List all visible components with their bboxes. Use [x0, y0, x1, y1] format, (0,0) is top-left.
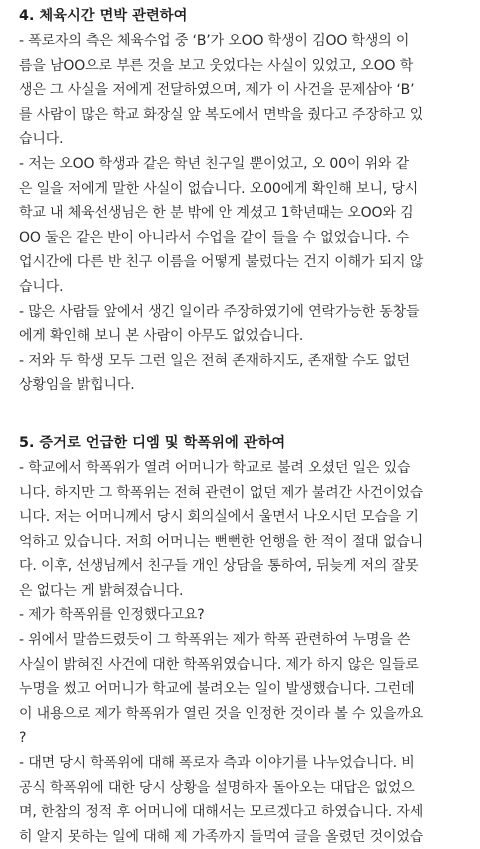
text-line: 며, 한참의 정적 후 어머니에 대해서는 모르겠다고 하였습니다. 자세 — [19, 804, 424, 821]
text-line: - 대면 당시 학폭위에 대해 폭로자 측과 이야기를 나누었습니다. 비 — [19, 755, 415, 772]
text-line: 학교 내 체육선생님은 한 분 밖에 안 계셨고 1학년때는 오OO와 김 — [19, 205, 414, 222]
text-line: 사실이 밝혀진 사건에 대한 학폭위였습니다. 제가 하지 않은 일들로 — [19, 656, 419, 673]
text-line: 공식 학폭위에 대한 당시 상황을 설명하자 돌아오는 대답은 없었으 — [19, 779, 415, 796]
text-line: 업시간에 다른 반 친구 이름을 어떻게 불렀다는 건지 이해가 되지 않 — [19, 254, 424, 271]
section-body — [19, 456, 472, 849]
text-line: 상황임을 밝힙니다. — [19, 377, 135, 394]
text-line: - 저와 두 학생 모두 그런 일은 전혀 존재하지도, 존재할 수도 없던 — [19, 352, 410, 369]
text-line: 에게 확인해 보니 본 사람이 아무도 없었습니다. — [19, 328, 304, 345]
text-line: 니다. 저는 어머니께서 당시 회의실에서 울면서 나오시던 모습을 기 — [19, 509, 419, 526]
section-5 — [19, 430, 472, 849]
text-line: 니다. 하지만 그 학폭위는 전혀 관련이 없던 제가 불려간 사건이었습 — [19, 484, 424, 501]
section-heading: 4. 체육시간 면박 관련하여 — [19, 8, 188, 24]
text-line: - 위에서 말씀드렸듯이 그 학폭위는 제가 학폭 관련하여 누명을 쓴 — [19, 632, 411, 649]
text-line: 히 알지 못하는 일에 대해 제 가족까지 들먹여 글을 올렸던 것이었습 — [19, 828, 424, 845]
section-spacer — [19, 398, 472, 430]
text-line: 름을 남OO으로 부른 것을 보고 웃었다는 사실이 있었고, 오OO 학 — [19, 57, 414, 74]
text-line: ? — [19, 730, 27, 747]
text-line: 억하고 있습니다. 저희 어머니는 뻔뻔한 언행을 한 적이 절대 없습니 — [19, 533, 424, 550]
text-line: - 저는 오OO 학생과 같은 학년 친구일 뿐이었고, 오 00이 위와 같 — [19, 155, 409, 172]
text-line: 다. 이후, 선생님께서 친구들 개인 상담을 통하여, 뒤늦게 저의 잘못 — [19, 558, 419, 575]
text-line: 습니다. — [19, 131, 64, 148]
text-line: 누명을 썼고 어머니가 학교에 불려오는 일이 발생했습니다. 그런데 — [19, 681, 415, 698]
text-line: - 많은 사람들 앞에서 생긴 일이라 주장하였기에 연락가능한 동창들 — [19, 303, 420, 320]
section-heading: 5. 증거로 언급한 디엠 및 학폭위에 관하여 — [19, 434, 286, 451]
text-line: 이 내용으로 제가 학폭위가 열린 것을 인정한 것이라 볼 수 있을까요 — [19, 705, 424, 722]
section-4 — [19, 0, 472, 398]
text-line: 은 없다는 게 밝혀졌습니다. — [19, 582, 184, 599]
text-line: 를 사람이 많은 학교 화장실 앞 복도에서 면박을 줬다고 주장하고 있 — [19, 106, 424, 123]
text-line: OO 둘은 같은 반이 아니라서 수업을 같이 들을 수 없었습니다. 수 — [19, 229, 410, 246]
text-line: 은 일을 저에게 말한 사실이 없습니다. 오00에게 확인해 보니, 당시 — [19, 180, 419, 197]
text-line: - 제가 학폭위를 인정했다고요? — [19, 607, 205, 624]
text-line: - 폭로자의 측은 체육수업 중 ‘B’가 오OO 학생이 김OO 학생의 이 — [19, 33, 410, 49]
text-line: - 학교에서 학폭위가 열려 어머니가 학교로 불려 오셨던 일은 있습 — [19, 459, 411, 476]
text-line: 습니다. — [19, 278, 64, 295]
text-line: 생은 그 사실을 저에게 전달하였으며, 제가 이 사건을 문제삼아 ‘B’ — [19, 82, 415, 99]
section-body — [19, 29, 472, 398]
